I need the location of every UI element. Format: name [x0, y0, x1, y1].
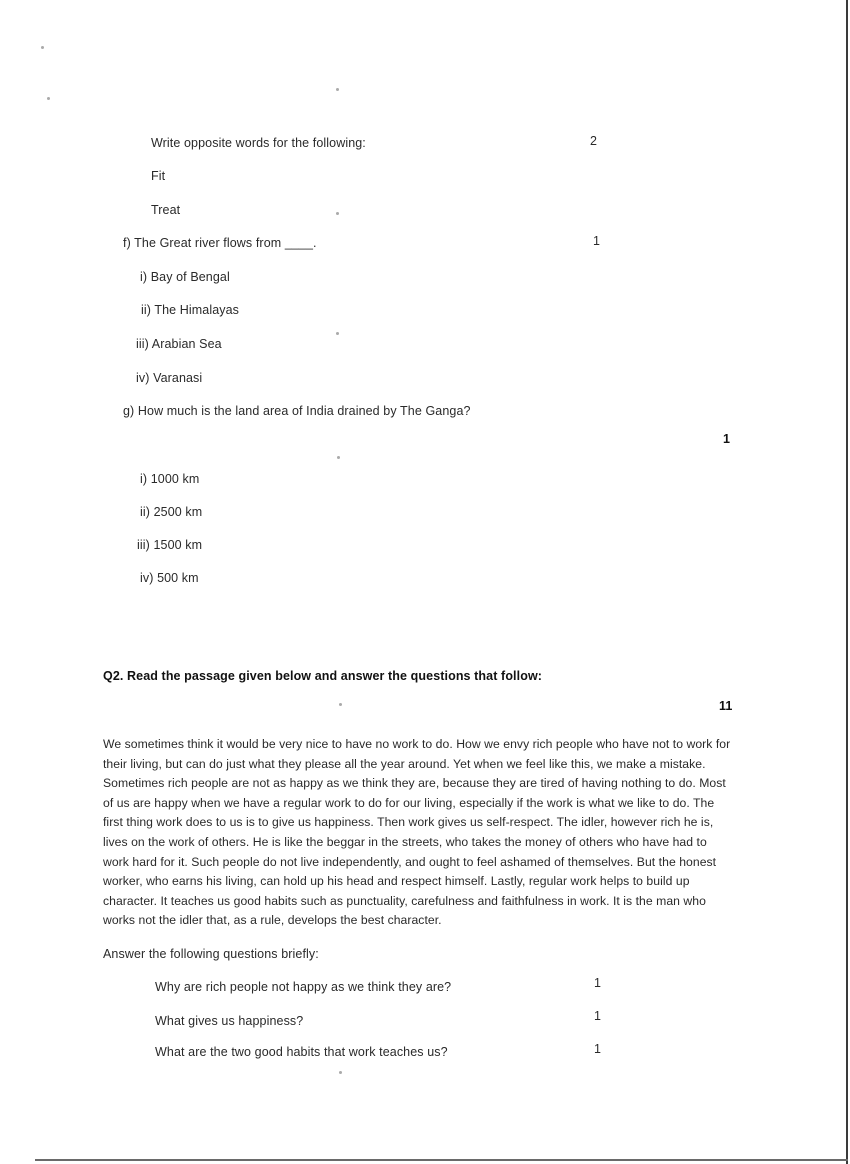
opposite-words-marks: 2 — [590, 134, 598, 148]
q2-instruction: Answer the following questions briefly: — [103, 947, 319, 961]
q2-heading: Q2. Read the passage given below and answer the questions that follow: — [103, 669, 543, 683]
scan-speck — [339, 703, 342, 706]
q2-question-1: Why are rich people not happy as we think they are? — [155, 980, 452, 994]
q2-question-3-marks: 1 — [594, 1042, 602, 1056]
q2-question-1-marks: 1 — [594, 976, 602, 990]
q2-question-2-marks: 1 — [594, 1009, 602, 1023]
question-f-marks: 1 — [593, 234, 601, 248]
question-g-marks: 1 — [723, 432, 731, 446]
scan-speck — [336, 88, 339, 91]
q2-question-2: What gives us happiness? — [155, 1014, 304, 1028]
question-f-prompt: f) The Great river flows from ____. — [123, 236, 317, 250]
scan-speck — [47, 97, 50, 100]
question-f-option-4: iv) Varanasi — [136, 371, 203, 385]
opposite-word-2: Treat — [151, 203, 181, 217]
question-g-option-3: iii) 1500 km — [137, 538, 203, 552]
scan-speck — [336, 332, 339, 335]
question-g-option-2: ii) 2500 km — [140, 505, 203, 519]
opposite-word-1: Fit — [151, 169, 166, 183]
scan-edge-bottom — [35, 1159, 848, 1161]
reading-passage: We sometimes think it would be very nice to have no work to do. How we envy rich people who have not to work for their living, but can do just what they please all the year around. Yet when we feel like this, we make a mistake. Sometimes rich people are not as happy as we think they are, because they are tired of having nothing to do. Most of us are happy when we have a regular work to do for our living, especially if the work is what we like to do. The first thing work does to us is to give us happiness. Then work gives us self-respect. The idler, however rich he is, lives on the work of others. He is like the beggar in the streets, who takes the money of others who have had to work hard for it. Such people do not live independently, and ought to feel ashamed of themselves. But the honest worker, who earns his living, can hold up his head and respect himself. Lastly, regular work helps to build up character. It teaches us good habits such as punctuality, carefulness and faithfulness in work. It is the man who works not the idler that, as a rule, develops the best character. — [103, 737, 731, 928]
question-g-option-1: i) 1000 km — [140, 472, 200, 486]
question-f-option-3: iii) Arabian Sea — [136, 337, 222, 351]
scan-edge-right — [846, 0, 848, 1164]
question-g-option-4: iv) 500 km — [140, 571, 199, 585]
scan-speck — [41, 46, 44, 49]
opposite-words-prompt: Write opposite words for the following: — [151, 136, 366, 150]
question-f-option-2: ii) The Himalayas — [141, 303, 240, 317]
q2-marks: 11 — [719, 699, 733, 713]
scan-speck — [336, 212, 339, 215]
scan-speck — [337, 456, 340, 459]
question-g-prompt: g) How much is the land area of India drained by The Ganga? — [123, 404, 471, 418]
q2-question-3: What are the two good habits that work teaches us? — [155, 1045, 448, 1059]
question-f-option-1: i) Bay of Bengal — [140, 270, 230, 284]
scan-speck — [339, 1071, 342, 1074]
